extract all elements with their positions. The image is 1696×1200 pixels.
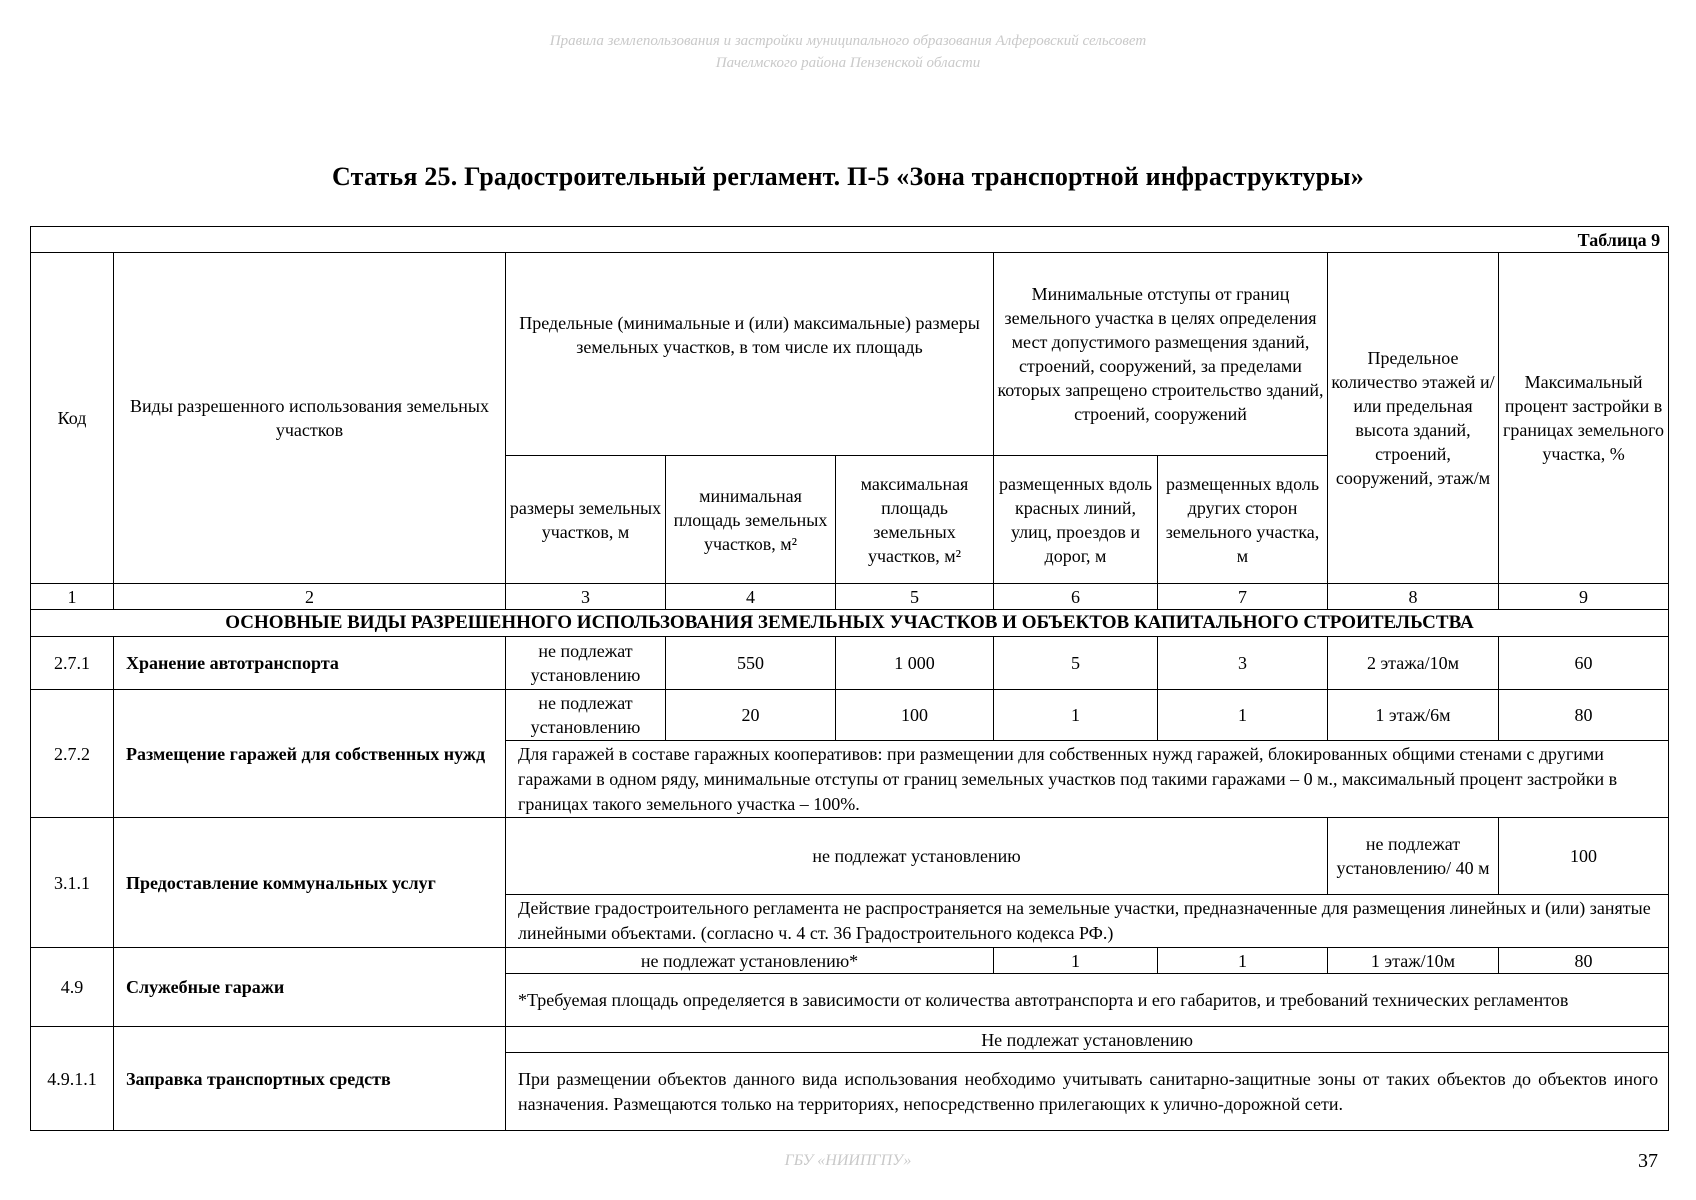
row-merged-value: не подлежат установлению* xyxy=(506,948,994,974)
row-use-name: Размещение гаражей для собственных нужд xyxy=(114,690,506,818)
row-use-name: Служебные гаражи xyxy=(114,948,506,1027)
header-min-area: минимальная площадь земельных участков, м² xyxy=(666,456,836,584)
header-other-sides: размещенных вдоль других сторон земельного участка, м xyxy=(1158,456,1328,584)
row-red-lines: 5 xyxy=(994,637,1158,690)
row-percent: 80 xyxy=(1499,948,1669,974)
running-header-line-2: Пачелмского района Пензенской области xyxy=(715,55,981,71)
table-caption: Таблица 9 xyxy=(31,227,1669,253)
row-percent: 100 xyxy=(1499,818,1669,895)
section-title: ОСНОВНЫЕ ВИДЫ РАЗРЕШЕННОГО ИСПОЛЬЗОВАНИЯ ЗЕМЕЛЬНЫХ УЧАСТКОВ И ОБЪЕКТОВ КАПИТАЛЬНОГО СТРОИТЕЛЬСТВА xyxy=(31,610,1669,637)
page-number: 37 xyxy=(1638,1150,1658,1172)
row-code: 3.1.1 xyxy=(31,818,114,948)
row-percent: 80 xyxy=(1499,690,1669,741)
column-number: 7 xyxy=(1158,584,1328,610)
header-sizes-group: Предельные (минимальные и (или) максимальные) размеры земельных участков, в том числе их площадь xyxy=(506,253,994,456)
row-other-sides: 1 xyxy=(1158,948,1328,974)
header-setbacks-group: Минимальные отступы от границ земельного участка в целях определения мест допустимого размещения зданий, строений, сооружений, за пределами которых запрещено строительство зданий, строений, сооружений xyxy=(994,253,1328,456)
table-row xyxy=(31,818,1669,895)
row-code: 4.9.1.1 xyxy=(31,1027,114,1131)
row-sizes: не подлежат установлению xyxy=(506,637,666,690)
column-number: 2 xyxy=(114,584,506,610)
row-other-sides: 3 xyxy=(1158,637,1328,690)
row-use-name: Предоставление коммунальных услуг xyxy=(114,818,506,948)
header-code: Код xyxy=(31,253,114,584)
row-min-area: 20 xyxy=(666,690,836,741)
row-use-name: Хранение автотранспорта xyxy=(114,637,506,690)
header-red-lines: размещенных вдоль красных линий, улиц, проездов и дорог, м xyxy=(994,456,1158,584)
row-sizes: не подлежат установлению xyxy=(506,690,666,741)
row-merged-value: не подлежат установлению xyxy=(506,818,1328,895)
row-merged-value: Не подлежат установлению xyxy=(506,1027,1669,1053)
column-number: 6 xyxy=(994,584,1158,610)
row-use-name: Заправка транспортных средств xyxy=(114,1027,506,1131)
running-header-line-1: Правила землепользования и застройки муниципального образования Алферовский сельсовет xyxy=(549,33,1147,49)
footer-organization: ГБУ «НИИПГПУ» xyxy=(784,1152,912,1169)
row-other-sides: 1 xyxy=(1158,690,1328,741)
row-red-lines: 1 xyxy=(994,690,1158,741)
header-max-percent: Максимальный процент застройки в границах земельного участка, % xyxy=(1499,253,1669,584)
row-code: 2.7.1 xyxy=(31,637,114,690)
row-percent: 60 xyxy=(1499,637,1669,690)
column-number: 5 xyxy=(836,584,994,610)
header-max-area: максимальная площадь земельных участков, м² xyxy=(836,456,994,584)
column-number: 9 xyxy=(1499,584,1669,610)
column-number-row xyxy=(31,584,1669,610)
header-kind: Виды разрешенного использования земельных участков xyxy=(114,253,506,584)
row-floors: 1 этаж/6м xyxy=(1328,690,1499,741)
row-floors: не подлежат установлению/ 40 м xyxy=(1328,818,1499,895)
header-floors: Предельное количество этажей и/или предельная высота зданий, строений, сооружений, этаж/м xyxy=(1328,253,1499,584)
row-note: При размещении объектов данного вида использования необходимо учитывать санитарно-защитные зоны от таких объектов до объектов иного назначения. Размещаются только на территориях, непосредственно прилегающих к улично-дорожной сети. xyxy=(506,1053,1669,1131)
row-max-area: 100 xyxy=(836,690,994,741)
table-row xyxy=(31,948,1669,974)
row-min-area: 550 xyxy=(666,637,836,690)
column-number: 8 xyxy=(1328,584,1499,610)
column-number: 3 xyxy=(506,584,666,610)
row-max-area: 1 000 xyxy=(836,637,994,690)
regulation-table xyxy=(30,226,1669,1131)
row-floors: 1 этаж/10м xyxy=(1328,948,1499,974)
row-floors: 2 этажа/10м xyxy=(1328,637,1499,690)
table-row xyxy=(31,637,1669,690)
column-number: 4 xyxy=(666,584,836,610)
row-code: 4.9 xyxy=(31,948,114,1027)
row-code: 2.7.2 xyxy=(31,690,114,818)
running-header xyxy=(0,30,1696,74)
row-red-lines: 1 xyxy=(994,948,1158,974)
row-note: Для гаражей в составе гаражных кооперативов: при размещении для собственных нужд гаражей, блокированных общими стенами с другими гаражами в одном ряду, минимальные отступы от границ земельных участков под такими гаражами – 0 м., максимальный процент застройки в границах такого земельного участка – 100%. xyxy=(506,741,1669,818)
header-sizes: размеры земельных участков, м xyxy=(506,456,666,584)
page-title: Статья 25. Градостроительный регламент. П-5 «Зона транспортной инфраструктуры» xyxy=(332,162,1364,191)
row-note: Действие градостроительного регламента не распространяется на земельные участки, предназначенные для размещения линейных и (или) занятые линейными объектами. (согласно ч. 4 ст. 36 Градостроительного кодекса РФ.) xyxy=(506,895,1669,948)
table-row xyxy=(31,690,1669,741)
column-number: 1 xyxy=(31,584,114,610)
table-row xyxy=(31,1027,1669,1053)
row-note: *Требуемая площадь определяется в зависимости от количества автотранспорта и его габаритов, и требований технических регламентов xyxy=(506,974,1669,1027)
